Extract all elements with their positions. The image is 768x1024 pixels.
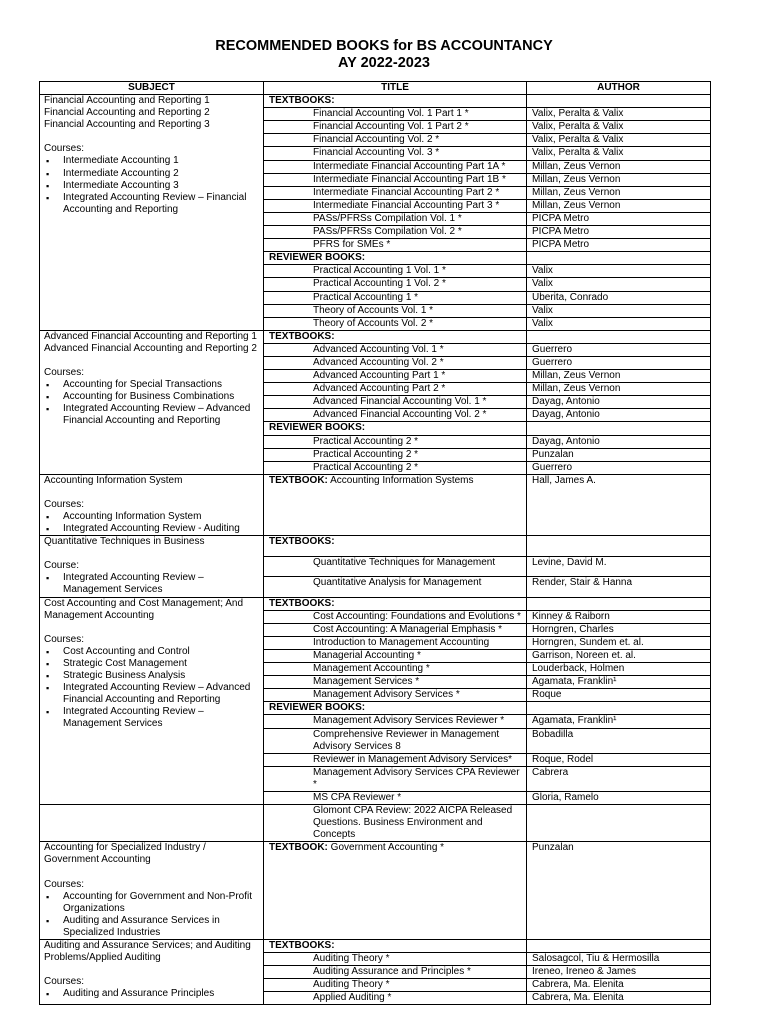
book-author (527, 422, 711, 435)
book-title: Management Advisory Services Reviewer * (264, 715, 527, 728)
book-author (527, 805, 711, 842)
subject-name: Cost Accounting and Cost Management; And Management Accounting (44, 597, 246, 621)
section-label-text: TEXTBOOKS: (269, 940, 335, 951)
book-title: Advanced Accounting Vol. 2 * (264, 356, 527, 369)
course-item: ▪ Intermediate Accounting 2 (44, 168, 263, 180)
book-author: Roque, Rodel (527, 753, 711, 766)
book-title: Government Accounting * (327, 842, 445, 854)
subject-name: Financial Accounting and Reporting 2 (44, 107, 210, 119)
book-author: Hall, James A. (527, 474, 711, 535)
book-author: Dayag, Antonio (527, 435, 711, 448)
book-author: Millan, Zeus Vernon (527, 370, 711, 383)
book-author: Garrison, Noreen et. al. (527, 649, 711, 662)
section-label (264, 536, 527, 556)
section-label (264, 597, 527, 610)
book-author: Cabrera (527, 766, 711, 791)
book-title: Financial Accounting Vol. 1 Part 1 * (264, 108, 527, 121)
book-title: Quantitative Techniques for Management (264, 556, 527, 576)
book-author: Guerrero (527, 356, 711, 369)
book-author: Gloria, Ramelo (527, 791, 711, 804)
section-label-text: TEXTBOOKS: (269, 597, 335, 609)
book-title: Comprehensive Reviewer in Management Advisory Services 8 (264, 728, 527, 753)
courses-label: Courses: (44, 633, 85, 645)
column-header-title: TITLE (264, 82, 527, 95)
book-author: Levine, David M. (527, 556, 711, 576)
book-author: Punzalan (527, 842, 711, 940)
book-author: Valix, Peralta & Valix (527, 134, 711, 147)
course-list (44, 155, 263, 215)
course-item: ▪ Auditing and Assurance Services in Specialized Industries (44, 915, 263, 939)
course-item: ▪ Integrated Accounting Review – Management Services (44, 572, 263, 596)
course-list (44, 891, 263, 939)
book-title: Theory of Accounts Vol. 1 * (264, 304, 527, 317)
book-title: Practical Accounting 1 Vol. 1 * (264, 265, 527, 278)
book-title: Quantitative Analysis for Management (264, 577, 527, 597)
course-item: ▪ Intermediate Accounting 1 (44, 155, 263, 167)
book-author: Guerrero (527, 461, 711, 474)
section-label-text: TEXTBOOK: (269, 842, 328, 854)
book-author: PICPA Metro (527, 212, 711, 225)
book-author: Millan, Zeus Vernon (527, 160, 711, 173)
book-author: Cabrera, Ma. Elenita (527, 979, 711, 992)
book-title: Cost Accounting: A Managerial Emphasis * (264, 623, 527, 636)
subject-name: Quantitative Techniques in Business (44, 536, 205, 548)
subject-cell (40, 842, 264, 940)
textbook-inline (264, 842, 527, 940)
book-title: PASs/PFRSs Compilation Vol. 1 * (264, 212, 527, 225)
courses-label: Course: (44, 560, 80, 572)
book-author (527, 252, 711, 265)
book-author: Valix (527, 317, 711, 330)
book-title: Cost Accounting: Foundations and Evolutions * (264, 610, 527, 623)
courses-label: Courses: (44, 366, 85, 378)
course-list (44, 988, 263, 1000)
course-list (44, 511, 263, 535)
book-author (527, 702, 711, 715)
section-label (264, 95, 527, 108)
book-author: Horngren, Charles (527, 623, 711, 636)
book-author: Guerrero (527, 343, 711, 356)
book-title: Management Accounting * (264, 663, 527, 676)
book-title: Management Advisory Services CPA Reviewer * (264, 766, 527, 791)
book-author: Uberita, Conrado (527, 291, 711, 304)
subject-name: Financial Accounting and Reporting 3 (44, 119, 210, 131)
course-item: ▪ Strategic Business Analysis (44, 670, 263, 682)
book-title: Intermediate Financial Accounting Part 2 * (264, 186, 527, 199)
book-author: Horngren, Sundem et. al. (527, 636, 711, 649)
book-title: Practical Accounting 2 * (264, 448, 527, 461)
course-item: ▪ Accounting Information System (44, 511, 263, 523)
book-title: PASs/PFRSs Compilation Vol. 2 * (264, 226, 527, 239)
courses-label: Courses: (44, 878, 85, 890)
book-author: Valix (527, 304, 711, 317)
document-title (0, 38, 768, 54)
courses-label: Courses: (44, 976, 85, 988)
books-table (39, 81, 711, 1005)
book-author: Millan, Zeus Vernon (527, 173, 711, 186)
book-author: Millan, Zeus Vernon (527, 383, 711, 396)
subject-name: Accounting Information System (44, 474, 183, 486)
book-title: Intermediate Financial Accounting Part 3 * (264, 199, 527, 212)
book-author: Agamata, Franklin¹ (527, 715, 711, 728)
book-author (527, 940, 711, 953)
book-author: PICPA Metro (527, 239, 711, 252)
book-title: Advanced Financial Accounting Vol. 1 * (264, 396, 527, 409)
title-line-1: RECOMMENDED BOOKS for BS ACCOUNTANCY (215, 38, 553, 54)
subject-name: Financial Accounting and Reporting 1 (44, 95, 210, 107)
book-author: Valix (527, 265, 711, 278)
book-title: Advanced Financial Accounting Vol. 2 * (264, 409, 527, 422)
subject-cell (40, 940, 264, 1005)
course-item: ▪ Accounting for Business Combinations (44, 391, 263, 403)
section-label-text: TEXTBOOKS: (269, 536, 335, 548)
section-label-text: TEXTBOOK: (269, 474, 328, 486)
section-label-text: REVIEWER BOOKS: (269, 422, 366, 434)
section-label-text: TEXTBOOKS: (269, 95, 335, 107)
subject-cell (40, 597, 264, 805)
book-author: Ireneo, Ireneo & James (527, 966, 711, 979)
subject-name: Auditing and Assurance Services; and Auditing Problems/Applied Auditing (44, 940, 254, 964)
course-item: ▪ Integrated Accounting Review – Advanced Financial Accounting and Reporting (44, 403, 263, 427)
book-title: Glomont CPA Review: 2022 AICPA Released Questions. Business Environment and Concepts (264, 805, 527, 842)
textbook-inline (264, 474, 527, 535)
book-author: Render, Stair & Hanna (527, 577, 711, 597)
subject-cell (40, 474, 264, 535)
book-title: Intermediate Financial Accounting Part 1B * (264, 173, 527, 186)
book-author (527, 597, 711, 610)
section-label-text: TEXTBOOKS: (269, 330, 335, 342)
table-header-row (40, 82, 711, 95)
course-item: ▪ Strategic Cost Management (44, 658, 263, 670)
book-title: Applied Auditing * (264, 992, 527, 1005)
section-label (264, 702, 527, 715)
book-author: Millan, Zeus Vernon (527, 199, 711, 212)
subject-cell (40, 95, 264, 331)
courses-label: Courses: (44, 498, 85, 510)
book-author (527, 330, 711, 343)
subject-name: Advanced Financial Accounting and Reporting 2 (44, 342, 257, 354)
book-title: Financial Accounting Vol. 1 Part 2 * (264, 121, 527, 134)
book-author: Dayag, Antonio (527, 409, 711, 422)
table-row (40, 940, 711, 953)
book-title: Practical Accounting 1 Vol. 2 * (264, 278, 527, 291)
table-row (40, 330, 711, 343)
section-label-text: REVIEWER BOOKS: (269, 252, 366, 264)
book-title: Financial Accounting Vol. 3 * (264, 147, 527, 160)
course-item: ▪ Integrated Accounting Review – Financial Accounting and Reporting (44, 192, 263, 216)
table-body (40, 95, 711, 1005)
subject-name: Advanced Financial Accounting and Reporting 1 (44, 330, 257, 342)
subject-name: Accounting for Specialized Industry / Government Accounting (44, 842, 209, 866)
course-item: ▪ Accounting for Government and Non-Profit Organizations (44, 891, 263, 915)
book-author (527, 536, 711, 556)
book-author: PICPA Metro (527, 226, 711, 239)
book-author (527, 95, 711, 108)
book-author: Bobadilla (527, 728, 711, 753)
book-author: Valix, Peralta & Valix (527, 147, 711, 160)
course-item: ▪ Intermediate Accounting 3 (44, 180, 263, 192)
course-item: ▪ Auditing and Assurance Principles (44, 988, 263, 1000)
table-row (40, 597, 711, 610)
table-row (40, 842, 711, 940)
book-title: Accounting Information Systems (327, 474, 474, 486)
table-row (40, 474, 711, 535)
book-title: Intermediate Financial Accounting Part 1A * (264, 160, 527, 173)
book-title: Practical Accounting 2 * (264, 461, 527, 474)
book-title: Financial Accounting Vol. 2 * (264, 134, 527, 147)
book-title: Advanced Accounting Vol. 1 * (264, 343, 527, 356)
course-item: ▪ Accounting for Special Transactions (44, 379, 263, 391)
course-item: ▪ Integrated Accounting Review – Management Services (44, 706, 263, 730)
book-author: Valix, Peralta & Valix (527, 121, 711, 134)
book-author: Salosagcol, Tiu & Hermosilla (527, 953, 711, 966)
courses-label: Courses: (44, 143, 85, 155)
book-title: PFRS for SMEs * (264, 239, 527, 252)
course-list (44, 379, 263, 427)
subject-cell (40, 805, 264, 842)
course-list (44, 572, 263, 596)
table-row (40, 536, 711, 556)
book-author: Millan, Zeus Vernon (527, 186, 711, 199)
section-label (264, 940, 527, 953)
book-title: Practical Accounting 2 * (264, 435, 527, 448)
table-row (40, 95, 711, 108)
book-title: Introduction to Management Accounting (264, 636, 527, 649)
table-row (40, 805, 711, 842)
book-title: Managerial Accounting * (264, 649, 527, 662)
section-label-text: REVIEWER BOOKS: (269, 702, 366, 714)
section-label (264, 252, 527, 265)
document-subtitle (0, 55, 768, 71)
book-author: Agamata, Franklin¹ (527, 676, 711, 689)
subject-cell (40, 536, 264, 597)
book-author: Louderback, Holmen (527, 663, 711, 676)
column-header-author: AUTHOR (527, 82, 711, 95)
book-author: Dayag, Antonio (527, 396, 711, 409)
book-title: Auditing Theory * (264, 953, 527, 966)
book-title: Management Services * (264, 676, 527, 689)
course-list (44, 646, 263, 731)
book-title: MS CPA Reviewer * (264, 791, 527, 804)
book-author: Cabrera, Ma. Elenita (527, 992, 711, 1005)
course-item: ▪ Integrated Accounting Review – Advanced Financial Accounting and Reporting (44, 682, 263, 706)
title-line-2: AY 2022-2023 (338, 55, 430, 71)
section-label (264, 422, 527, 435)
course-item: ▪ Integrated Accounting Review - Auditing (44, 523, 263, 535)
book-author: Kinney & Raiborn (527, 610, 711, 623)
book-title: Auditing Theory * (264, 979, 527, 992)
book-author: Valix (527, 278, 711, 291)
subject-cell (40, 330, 264, 474)
book-title: Auditing Assurance and Principles * (264, 966, 527, 979)
book-author: Punzalan (527, 448, 711, 461)
section-label (264, 330, 527, 343)
book-title: Practical Accounting 1 * (264, 291, 527, 304)
book-author: Valix, Peralta & Valix (527, 108, 711, 121)
book-title: Advanced Accounting Part 1 * (264, 370, 527, 383)
column-header-subject: SUBJECT (40, 82, 264, 95)
book-title: Theory of Accounts Vol. 2 * (264, 317, 527, 330)
book-title: Reviewer in Management Advisory Services* (264, 753, 527, 766)
course-item: ▪ Cost Accounting and Control (44, 646, 263, 658)
book-title: Management Advisory Services * (264, 689, 527, 702)
book-title: Advanced Accounting Part 2 * (264, 383, 527, 396)
book-author: Roque (527, 689, 711, 702)
